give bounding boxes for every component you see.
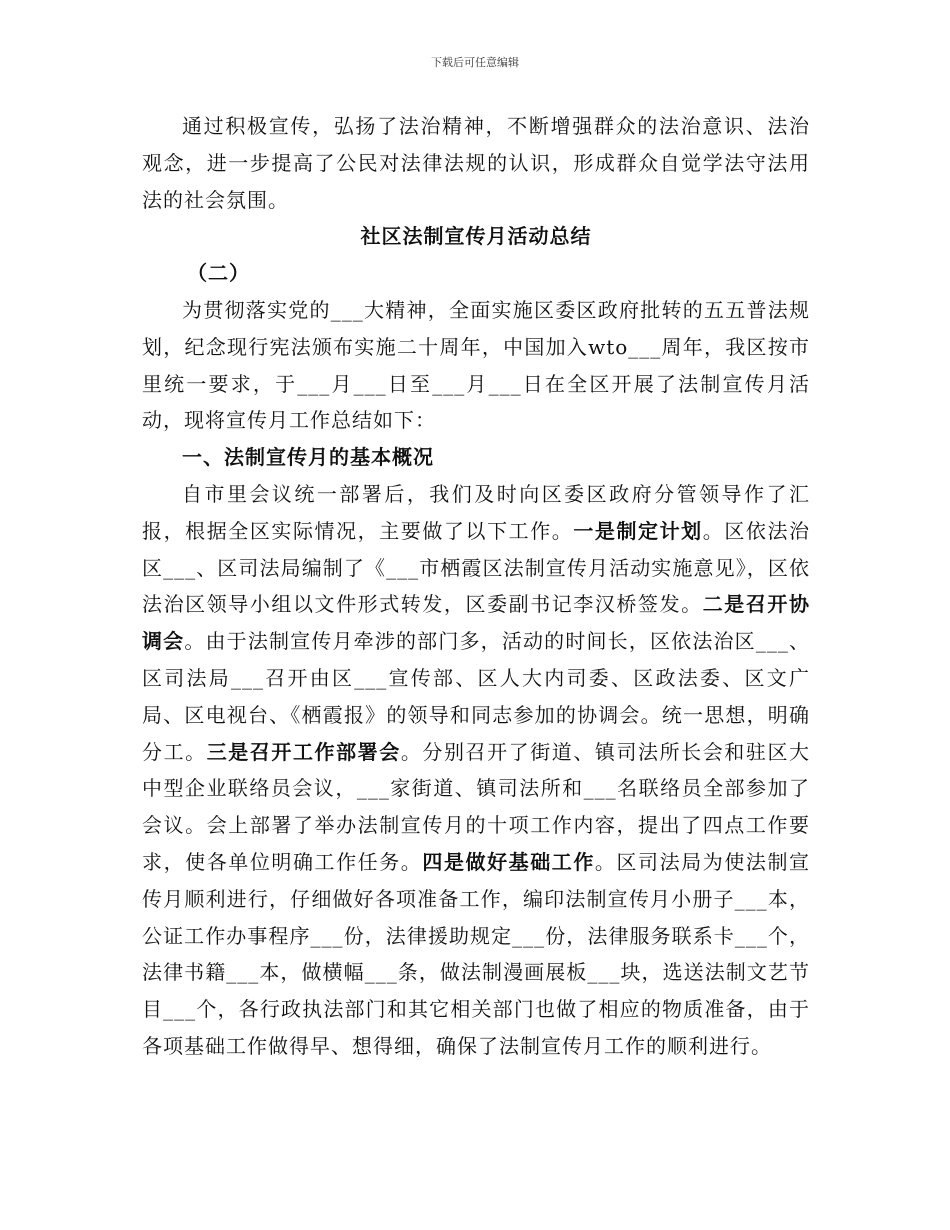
- paragraph-2-text-1: 自市里会议统一部署后，我们及时向区委区政府分管领导作了汇报，根据全区实际情况，主要做了以下工作。: [142, 481, 810, 543]
- document-title: 社区法制宣传月活动总结: [360, 224, 592, 249]
- paragraph-2-bold-4: 四是做好基础工作: [422, 849, 595, 874]
- intro-paragraph: 通过积极宣传，弘扬了法治精神，不断增强群众的法治意识、法治观念，进一步提高了公民对法律法规的认识，形成群众自觉学法守法用法的社会氛围。: [142, 114, 810, 212]
- paragraph-2-text-4: 。分别召开了街道、镇司法所长会和驻区大中型企业联络员会议，___家街道、镇司法所和___名联络员全部参加了会议。会上部署了举办法制宣传月的十项工作内容，提出了四点工作要求，使各单位明确工作任务。: [142, 739, 811, 874]
- paragraph-1: 为贯彻落实党的___大精神，全面实施区委区政府批转的五五普法规划，纪念现行宪法颁布实施二十周年，中国加入wto___周年，我区按市里统一要求，于___月___日至___月___日在全区开展了法制宣传月活动，现将宣传月工作总结如下：: [142, 297, 810, 433]
- page-header: 下载后可任意编辑: [431, 56, 519, 69]
- paragraph-2-bold-1: 一是制定计划: [573, 518, 703, 543]
- paragraph-2-text-5: 。区司法局为使法制宣传月顺利进行，仔细做好各项准备工作，编印法制宣传月小册子___本，公证工作办事程序___份，法律援助规定___份，法律服务联系卡___个，法律书籍___本，做横幅___条，做法制漫画展板___块，选送法制文艺节目___个，各行政执法部门和其它相关部门也做了相应的物质准备，由于各项基础工作做得早、想得细，确保了法制宣传月工作的顺利进行。: [142, 849, 811, 1058]
- paragraph-2-text-3: 。由于法制宣传月牵涉的部门多，活动的时间长，区依法治区___、区司法局___召开由区___宣传部、区人大内司委、区政法委、区文广局、区电视台、《栖霞报》的领导和同志参加的协调会。统一思想，明确分工。: [142, 629, 811, 764]
- document-body: [142, 108, 810, 1065]
- paragraph-2: [142, 476, 810, 1065]
- section-heading: 一、法制宣传月的基本概况: [182, 445, 434, 470]
- paragraph-2-text-2: 。区依法治区___、区司法局编制了《___市栖霞区法制宣传月活动实施意见》，区依法治区领导小组以文件形式转发，区委副书记李汉桥签发。: [142, 518, 811, 617]
- document-subtitle: （二）: [187, 261, 250, 286]
- paragraph-2-bold-3: 三是召开工作部署会: [206, 739, 401, 764]
- paragraph-2-bold-2: 二是召开协调会: [142, 592, 811, 654]
